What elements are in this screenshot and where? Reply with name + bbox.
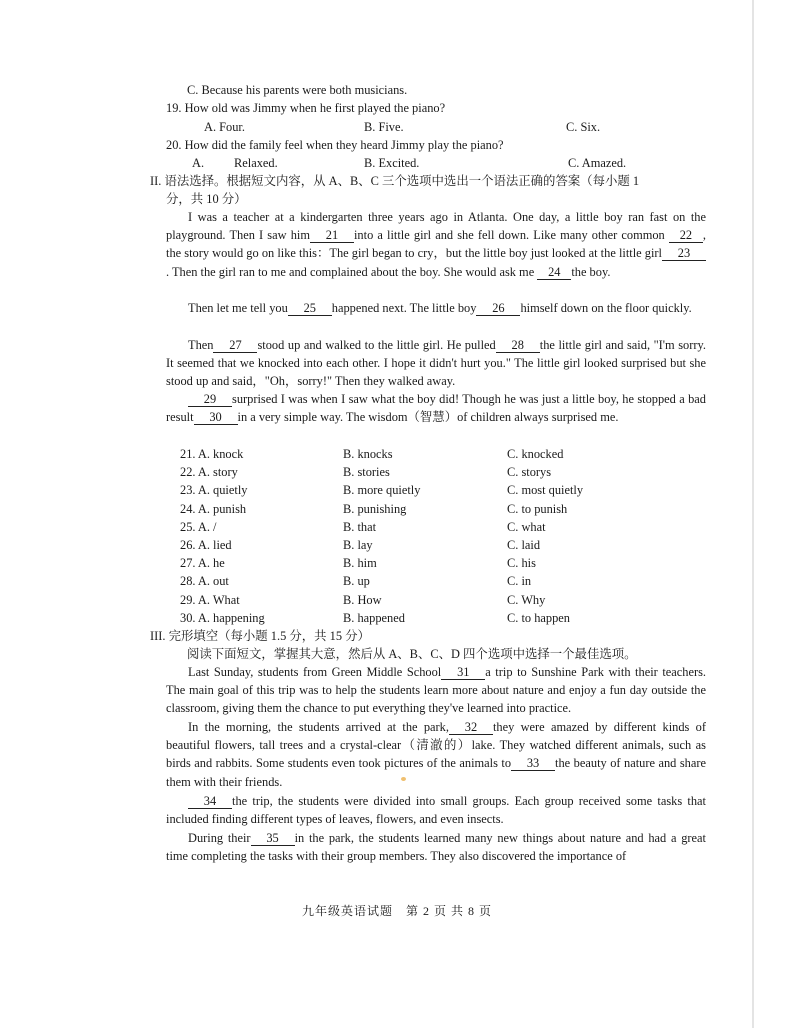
q20-stem: 20. How did the family feel when they heard Jimmy play the piano? (166, 138, 504, 152)
blank-31[interactable]: 31 (441, 666, 485, 680)
q24-option-c: C. to punish (507, 501, 568, 516)
q30-option-b: B. happened (343, 610, 405, 625)
blank-30[interactable]: 30 (194, 411, 238, 425)
q27-option-c: C. his (507, 556, 536, 571)
section3-paragraph-3: 34 the trip, the students were divided into small groups. Each group received some tasks that included finding different types of leaves, flowers, and even insects. (166, 794, 706, 827)
section3-paragraph-2: In the morning, the students arrived at the park, 32 they were amazed by different kinds of beautiful flowers, tall trees and a crystal-clear（清澈的）lake. They watched different animals, such as birds and rabbits. Some students even took pictures of the animals to 33 the beauty of nature and share them with their friends. (166, 720, 706, 789)
q29-option-c: C. Why (507, 592, 546, 607)
blank-23[interactable]: 23 (662, 247, 706, 261)
section3-paragraph-1: Last Sunday, students from Green Middle School 31 a trip to Sunshine Park with their teachers. The main goal of this trip was to help the students learn more about nature and enjoy a fun day outside the classroom, giving them the chance to put everything they've learned into practice. (166, 665, 706, 716)
q28-option-a: 28. A. out (180, 574, 229, 589)
section2-heading: II. 语法选择。根据短文内容，从 A、B、C 三个选项中选出一个语法正确的答案（每小题 1 (150, 174, 640, 188)
q22-option-c: C. storys (507, 465, 552, 480)
q25-option-c: C. what (507, 519, 546, 534)
section2-heading-cont: 分，共 10 分） (166, 192, 247, 206)
q23-option-c: C. most quietly (507, 483, 584, 498)
q18-option-c: C. Because his parents were both musicians. (187, 83, 408, 97)
section2-paragraph-3: Then 27 stood up and walked to the little girl. He pulled 28 the little girl and said, "I'm sorry. It seemed that we knocked into each other. I hope it didn't hurt you." The little girl looked surprised but she stood up and said，"Oh，sorry!" Then they walked away. (166, 338, 706, 389)
q29-option-b: B. How (343, 592, 382, 607)
section3-paragraph-4: During their 35 in the park, the students learned many new things about nature and had a great time completing the tasks with their group members. They also discovered the importance of (166, 831, 706, 864)
q30-option-c: C. to happen (507, 610, 570, 625)
q27-option-b: B. him (343, 556, 377, 571)
section3-instruction: 阅读下面短文，掌握其大意，然后从 A、B、C、D 四个选项中选择一个最佳选项。 (187, 647, 637, 661)
q23-option-b: B. more quietly (343, 483, 421, 498)
q26-option-c: C. laid (507, 538, 541, 552)
q27-option-a: 27. A. he (180, 556, 225, 571)
ink-spot (401, 777, 406, 781)
q20-option-c: C. Amazed. (568, 156, 627, 170)
blank-21[interactable]: 21 (310, 229, 354, 243)
q21-option-b: B. knocks (343, 447, 393, 461)
q26-option-b: B. lay (343, 538, 373, 552)
q21-option-a: 21. A. knock (180, 447, 244, 461)
section2-paragraph-4: 29 surprised I was when I saw what the boy did! Though he was just a little boy, he stopped a bad result 30 in a very simple way. The wisdom（智慧）of children always surprised me. (166, 392, 706, 425)
page-footer: 九年级英语试题 第 2 页 共 8 页 (301, 904, 492, 918)
q23-option-a: 23. A. quietly (180, 483, 248, 498)
section2-paragraph-2: Then let me tell you 25 happened next. The little boy 26 himself down on the floor quickly. (188, 301, 692, 315)
q19-option-a: A. Four. (204, 120, 245, 134)
q25-option-b: B. that (343, 519, 377, 534)
q22-option-b: B. stories (343, 465, 390, 480)
blank-25[interactable]: 25 (288, 302, 332, 316)
q19-stem: 19. How old was Jimmy when he first played the piano? (166, 101, 446, 115)
q25-option-a: 25. A. / (180, 519, 217, 534)
blank-26[interactable]: 26 (476, 302, 520, 316)
q21-option-c: C. knocked (507, 447, 564, 461)
blank-22[interactable]: 22 (669, 229, 703, 243)
q19-option-b: B. Five. (364, 120, 404, 134)
q19-option-c: C. Six. (566, 120, 601, 134)
blank-35[interactable]: 35 (251, 832, 295, 846)
q24-option-b: B. punishing (343, 501, 407, 516)
q20-option-a-letter: A. (192, 156, 205, 170)
blank-34[interactable]: 34 (188, 795, 232, 809)
blank-28[interactable]: 28 (496, 339, 540, 353)
blank-33[interactable]: 33 (511, 757, 555, 771)
blank-29[interactable]: 29 (188, 393, 232, 407)
q29-option-a: 29. A. What (180, 592, 240, 607)
section3-heading: III. 完形填空（每小题 1.5 分，共 15 分） (150, 629, 370, 643)
q20-option-a-text: Relaxed. (234, 156, 278, 170)
blank-24[interactable]: 24 (537, 266, 571, 280)
q28-option-c: C. in (507, 574, 532, 589)
q30-option-a: 30. A. happening (180, 610, 265, 625)
q22-option-a: 22. A. story (180, 465, 238, 480)
section2-paragraph-1: I was a teacher at a kindergarten three years ago in Atlanta. One day, a little boy ran fast on the playground. Then I saw him 21 into a little girl and she fell down. Like many other common 22 , the story would go on like this：The girl began to cry，but the little boy just looked at the little girl 23. Then the girl ran to me and complained about the boy. She would ask me 24 the boy. (166, 210, 706, 279)
blank-27[interactable]: 27 (213, 339, 257, 353)
blank-32[interactable]: 32 (449, 721, 493, 735)
q28-option-b: B. up (343, 574, 370, 589)
q20-option-b: B. Excited. (364, 156, 420, 170)
q26-option-a: 26. A. lied (180, 538, 232, 552)
q24-option-a: 24. A. punish (180, 501, 247, 516)
